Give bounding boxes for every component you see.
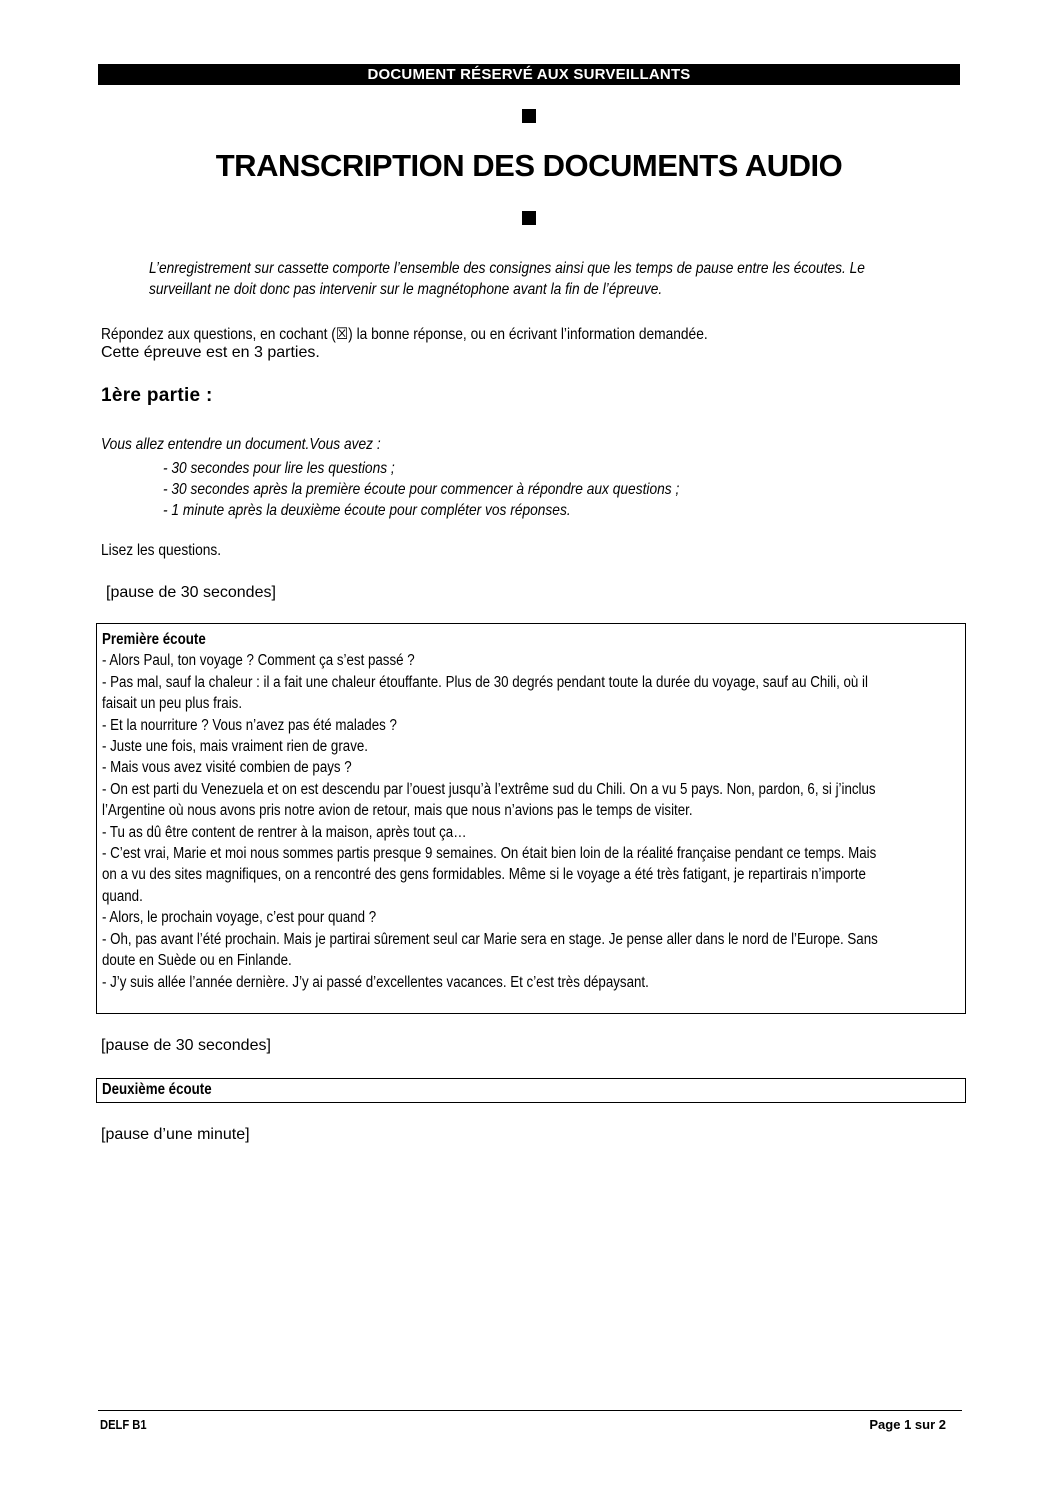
first-listening-content [102,629,878,993]
square-bullet-icon [522,211,536,225]
intro-line: surveillant ne doit donc pas intervenir sur le magnétophone avant la fin de l’épreuve. [149,281,663,298]
transcript-line: - Mais vous avez visité combien de pays ? [102,759,352,777]
transcript-line: - On est parti du Venezuela et on est descendu par l’ouest jusqu’à l’extrême sud du Chili. On a vu 5 pays. Non, pardon, 6, si j’inclus [102,780,876,798]
first-listening-box [96,623,966,1014]
intro-paragraph [149,258,865,300]
transcript-line: - Pas mal, sauf la chaleur : il a fait une chaleur étouffante. Plus de 30 degrés pendant toute la durée du voyage, sauf au Chili, où il [102,673,868,691]
instructions-text: Répondez aux questions, en cochant (☒) la bonne réponse, ou en écrivant l’information demandée. [101,326,708,343]
part1-timings-list [163,458,679,521]
pause-note: [pause d’une minute] [101,1126,250,1143]
header-banner [98,64,960,85]
part1-lead-in: Vous allez entendre un document.Vous avez : [101,436,381,453]
transcript-line: - Et la nourriture ? Vous n’avez pas été malades ? [102,716,397,734]
pause-note: [pause de 30 secondes] [101,1037,271,1054]
timing-item: - 30 secondes pour lire les questions ; [163,460,395,477]
transcript-line: doute en Suède ou en Finlande. [102,952,292,970]
timing-item: - 30 secondes après la première écoute pour commencer à répondre aux questions ; [163,481,680,498]
footer-divider [98,1410,962,1411]
second-listening-box [96,1078,966,1103]
pause-note: [pause de 30 secondes] [106,584,276,601]
transcript-line: faisait un peu plus frais. [102,695,243,713]
transcript-line: - Alors Paul, ton voyage ? Comment ça s’est passé ? [102,652,415,670]
footer-exam-label: DELF B1 [100,1417,147,1432]
transcript-line: - C’est vrai, Marie et moi nous sommes partis presque 9 semaines. On était bien loin de la réalité française pendant ce temps. Mais [102,845,877,863]
transcript-line: - Juste une fois, mais vraiment rien de grave. [102,738,368,756]
first-listening-title: Première écoute [102,631,206,648]
header-banner-text: DOCUMENT RÉSERVÉ AUX SURVEILLANTS [367,66,691,83]
transcript-line: l’Argentine où nous avons pris notre avion de retour, mais que nous n’avions pas le temps de visiter. [102,802,693,820]
transcript-line: quand. [102,887,143,905]
page-title: TRANSCRIPTION DES DOCUMENTS AUDIO [215,148,843,183]
parts-count-text: Cette épreuve est en 3 parties. [101,344,320,361]
read-questions-text: Lisez les questions. [101,542,222,559]
timing-item: - 1 minute après la deuxième écoute pour compléter vos réponses. [163,502,571,519]
footer-page-number: Page 1 sur 2 [869,1417,946,1432]
transcript-line: - Oh, pas avant l’été prochain. Mais je partirai sûrement seul car Marie sera en stage. Je pense aller dans le nord de l’Europe. Sans [102,930,878,948]
transcript-line: - Alors, le prochain voyage, c’est pour quand ? [102,909,377,927]
transcript-line: - J’y suis allée l’année dernière. J’y ai passé d’excellentes vacances. Et c’est très dépaysant. [102,973,649,991]
intro-line: L’enregistrement sur cassette comporte l’ensemble des consignes ainsi que les temps de pause entre les écoutes. Le [149,260,865,277]
transcript-line: - Tu as dû être content de rentrer à la maison, après tout ça… [102,823,467,841]
part1-heading: 1ère partie : [101,385,213,406]
square-bullet-icon [522,109,536,123]
transcript-line: on a vu des sites magnifiques, on a rencontré des gens formidables. Même si le voyage a été très fatigant, je repartirais n’importe [102,866,866,884]
second-listening-title: Deuxième écoute [102,1081,212,1098]
